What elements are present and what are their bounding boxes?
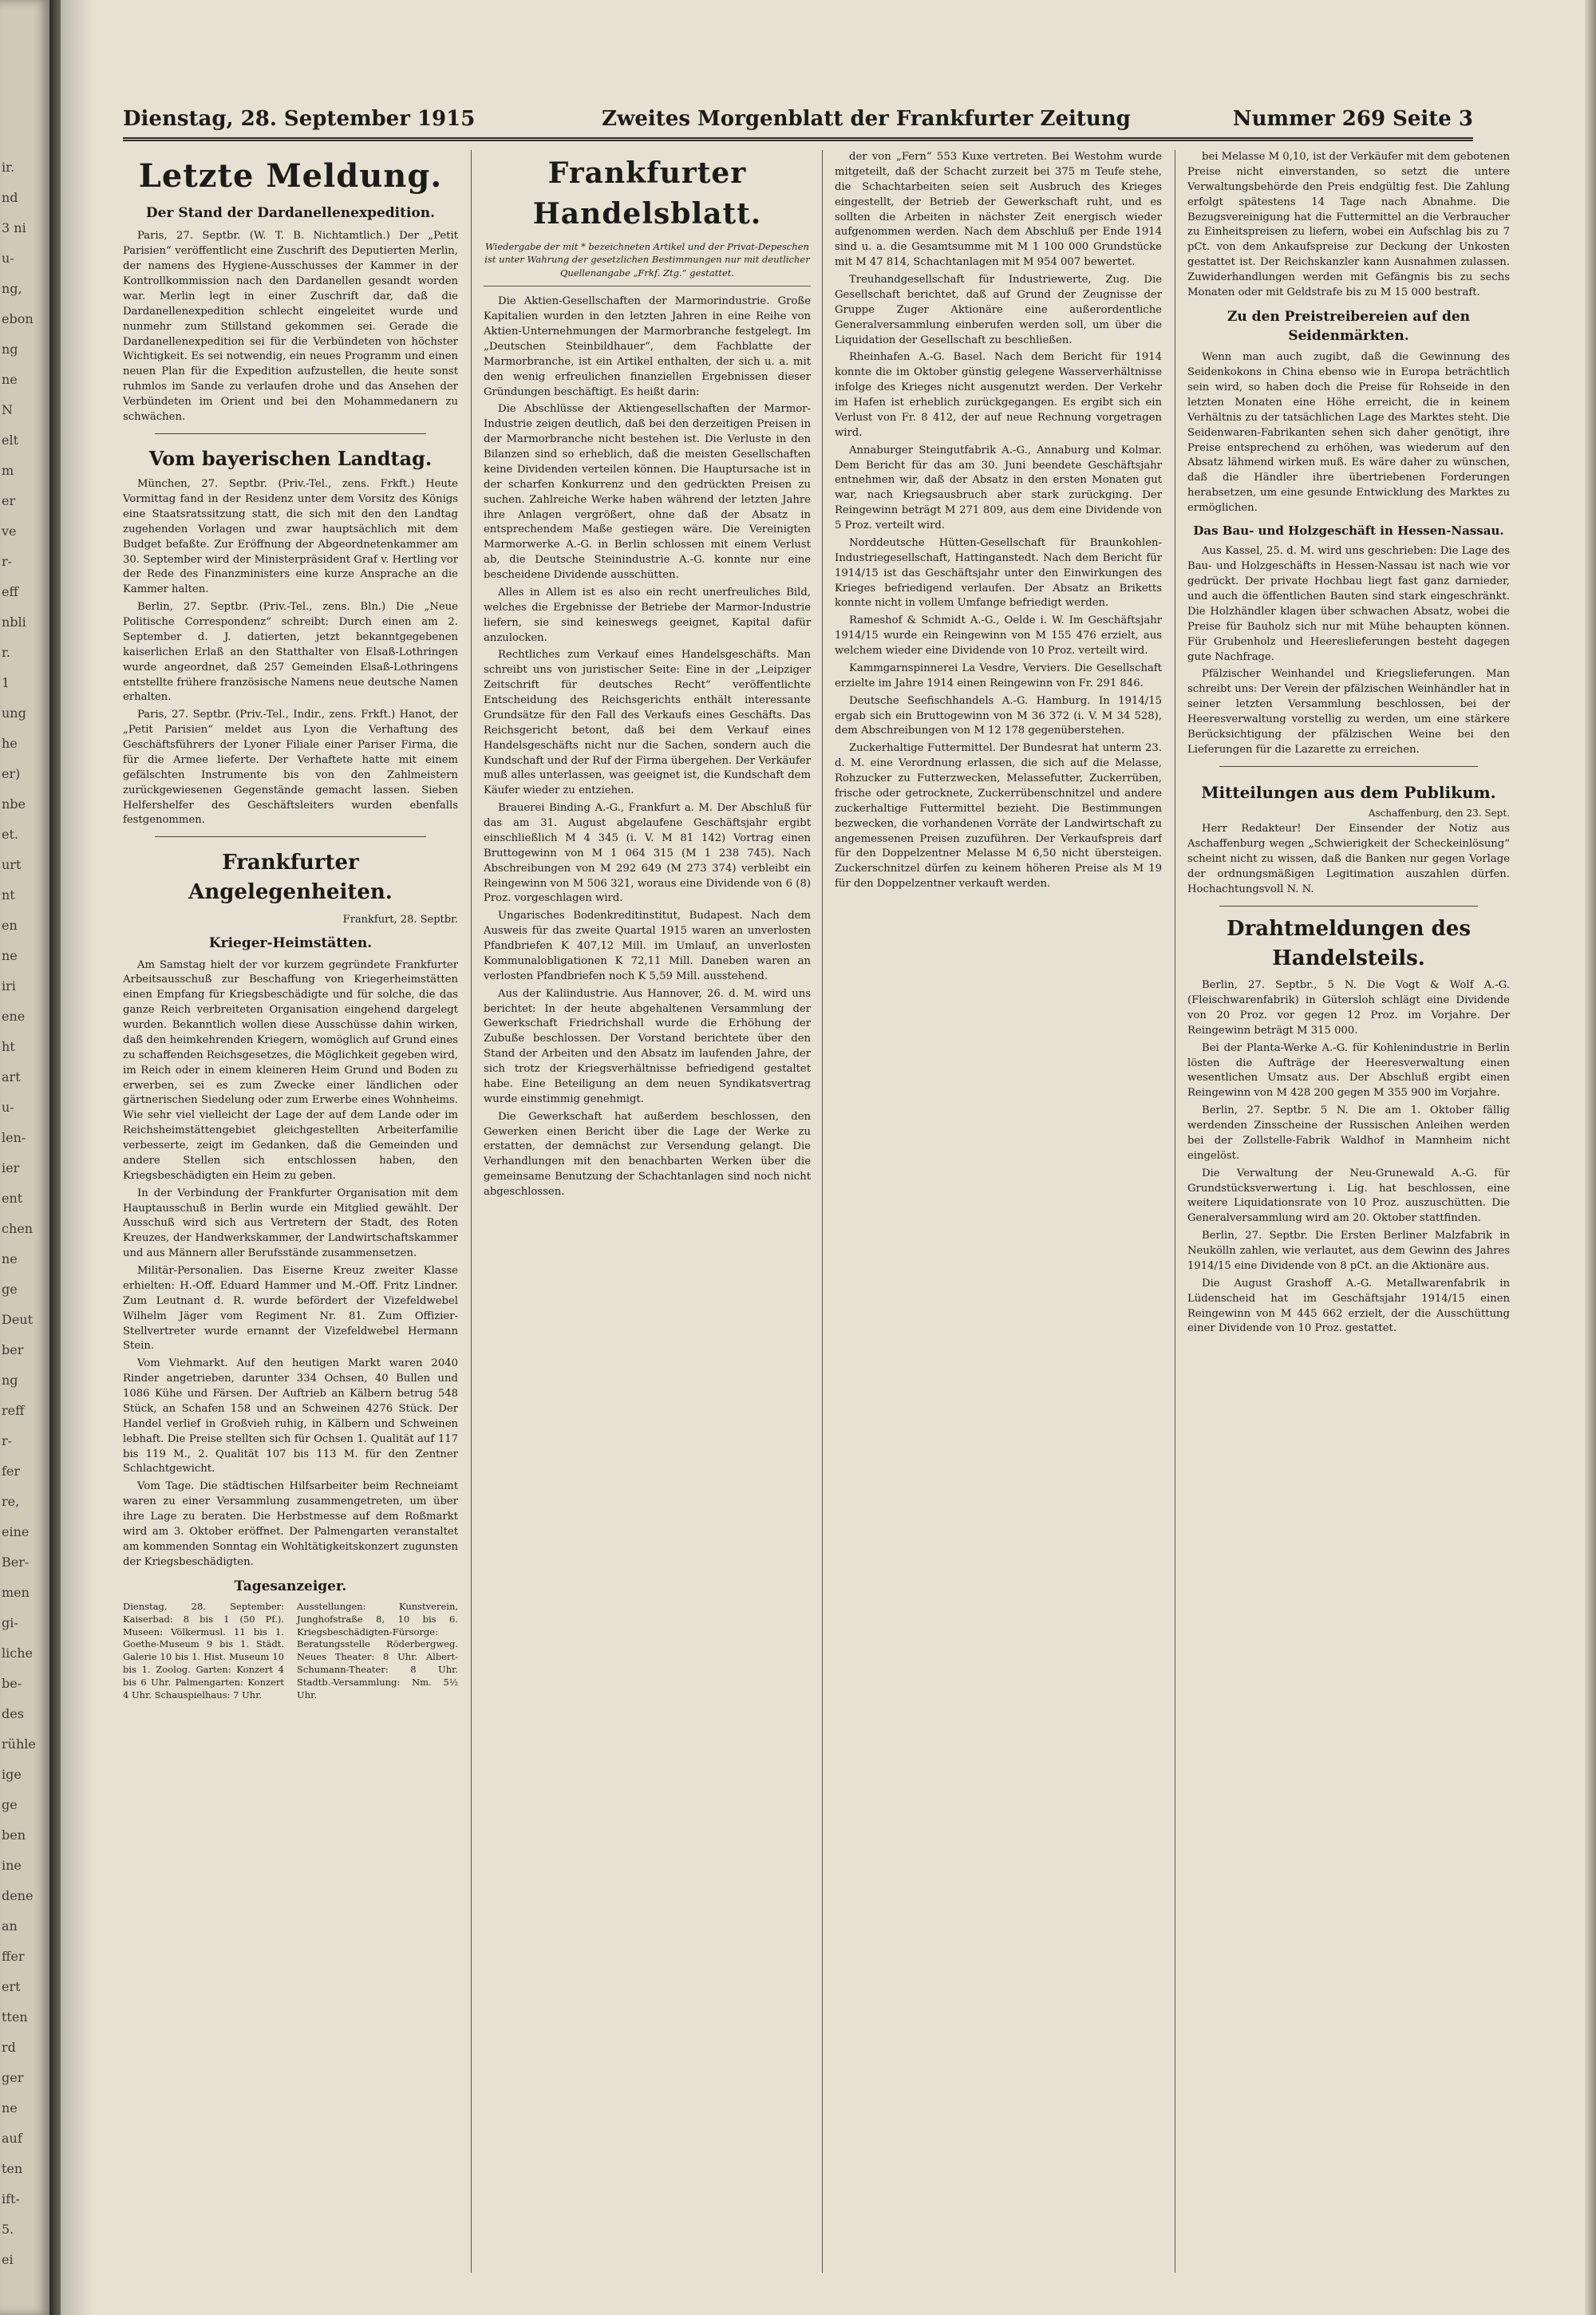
adjacent-page-fragment: ve <box>2 523 17 539</box>
adjacent-page-fragment: eine <box>2 1524 30 1539</box>
tagesanzeiger-heading: Tagesanzeiger. <box>234 1578 347 1594</box>
adjacent-page-fragment: ent <box>2 1191 23 1206</box>
adjacent-page-edge <box>0 0 49 2315</box>
silk-market-text: Wenn man auch zugibt, daß die Gewinnung des Seidenkokons in China ebenso wie in Europa beträchtlich sein wird, so haben doch die Preise für Rohseide in den letzten Monaten eine Höhe erreicht, die in keinem Verhältnis zu der tatsächlichen Lage des Marktes steht. Die Seidenwaren-Fabrikanten sehen sich daher genötigt, ihre Preise entsprechend zu erhöhen, was wiederum auf den Absatz lähmend wirken muß. Es wäre daher zu wünschen, daß die Händler ihre übertriebenen Forderungen herabsetzen, um eine gesunde Entwicklung des Marktes zu ermöglichen. <box>1187 351 1510 515</box>
adjacent-page-fragment: urt <box>2 857 22 872</box>
adjacent-page-fragment: ge <box>2 1797 18 1812</box>
adjacent-page-fragment: u- <box>2 1100 14 1115</box>
adjacent-page-fragment: en <box>2 918 18 933</box>
adjacent-page-fragment: auf <box>2 2131 22 2146</box>
divider <box>155 836 426 837</box>
sugar-feed-text: Zuckerhaltige Futtermittel. Der Bundesrat hat unterm 23. d. M. eine Verordnung erlassen, die sich auf die Melasse, Rohzucker zu Futterzwecken, Melassefutter, Zuckerrüben, frische oder getrocknete, Zuckerrübenschnitzel und andere zuckerhaltige Futtermittel bezieht. Die Bestimmungen bezwecken, die vorhandenen Vorräte der Landwirtschaft zu angemessenen Preisen zuzuführen. Der Verkaufspreis darf für den Doppelzentner Melasse M 6,50 nicht übersteigen. Zuckerschnitzel dürfen zu keinem höheren Preise als M 19 für den Doppelzentner verkauft werden. <box>835 742 1162 891</box>
public-communications-heading: Mitteilungen aus dem Publikum. <box>1201 782 1496 802</box>
column-4 <box>1187 150 1510 2273</box>
vogt-wolf-text: Berlin, 27. Septbr., 5 N. Die Vogt & Wolf A.-G. (Fleischwarenfabrik) in Gütersloh schlägt eine Dividende von 20 Proz. vor gegen 12 Proz. im Vorjahre. Der Reingewinn beträgt M 315 000. <box>1187 979 1510 1037</box>
adjacent-page-fragment: be- <box>2 1676 22 1691</box>
adjacent-page-fragment: ung <box>2 705 26 721</box>
marble-industry-conclusion: Alles in Allem ist es also ein recht unerfreuliches Bild, welches die Ergebnisse der Betriebe der Marmor-Industrie liefern, sie sind keineswegs geeignet, Kapital dafür anzulocken. <box>484 586 811 644</box>
hungarian-credit-text: Ungarisches Bodenkreditinstitut, Budapest. Nach dem Ausweis für das zweite Quartal 1915 waren an unverlosten Pfandbriefen K 407,12 Mill. im Umlauf, an unverlosten Kommunalobligationen K 72,11 Mill. Daneben waren an verlosten Pfandbriefen noch K 5,59 Mill. ausstehend. <box>484 910 811 982</box>
reader-letter-text: Herr Redakteur! Der Einsender der Notiz aus Aschaffenburg wegen „Schwierigkeit der Scheckeinlösung“ scheint nicht zu wissen, daß die Banken nur gegen Vorlage der ordnungsmäßigen Legitimation auszahlen dürfen. Hochachtungsvoll N. N. <box>1187 823 1510 895</box>
column-3 <box>835 150 1162 2273</box>
russian-loan-text: Berlin, 27. Septbr. 5 N. Die am 1. Oktober fällig werdenden Zinsscheine der Russischen Anleihen werden bei der Zollstelle-Fabrik Waldhof in Mannheim nicht eingelöst. <box>1187 1104 1510 1162</box>
adjacent-page-fragment: ier <box>2 1160 20 1175</box>
adjacent-page-fragment: nt <box>2 887 15 903</box>
adjacent-page-fragment: liche <box>2 1645 33 1661</box>
events-left: Dienstag, 28. September: Kaiserbad: 8 bis 1 (50 Pf.). Museen: Völkermusl. 11 bis 1. Goethe-Museum 9 bis 1. Städt. Galerie 10 bis 1. Hist. Museum 10 bis 1. Zoolog. Garten: Konzert 4 bis 6 Uhr. Palmengarten: Konzert 4 Uhr. Schauspielhaus: 7 Uhr. <box>123 1600 284 1701</box>
adjacent-page-fragment: dene <box>2 1888 34 1903</box>
adjacent-page-fragment: ht <box>2 1039 15 1054</box>
header-date: Dienstag, 28. September 1915 <box>123 107 476 131</box>
column-rule <box>471 150 472 2273</box>
rheinhafen-text: Rheinhafen A.-G. Basel. Nach dem Bericht für 1914 konnte die im Oktober günstig gelegene Wasserverhältnisse infolge des Krieges nicht ausgenutzt werden. Der Verkehr im Hafen ist erheblich zurückgegangen. Es ergibt sich ein Verlust von Fr. 8 412, der auf neue Rechnung vorgetragen wird. <box>835 351 1162 439</box>
dardanelles-heading: Der Stand der Dardanellenexpedition. <box>145 205 436 222</box>
adjacent-page-fragment: ge <box>2 1282 18 1297</box>
events-right: Ausstellungen: Kunstverein, Junghofstraße 8, 10 bis 6. Kriegsbeschädigten-Fürsorge: Beratungsstelle Röderbergweg. Neues Theater: 8 Uhr. Albert-Schumann-Theater: 8 Uhr. Stadtb.-Versammlung: Nm. 5½ Uhr. <box>297 1600 458 1701</box>
brown-coal-text: Norddeutsche Hütten-Gesellschaft für Braunkohlen-Industriegesellschaft, Hattinganstedt. Nach dem Bericht für 1914/15 ist das Geschäftsjahr unter den Einwirkungen des Krieges befriedigend verlaufen. Der Absatz an Briketts konnte nicht in vollem Umfange befriedigt werden. <box>835 536 1162 610</box>
seefisch-text: Deutsche Seefischhandels A.-G. Hamburg. In 1914/15 ergab sich ein Bruttogewinn von M 36 372 (i. V. M 34 528), dem Abschreibungen von M 12 178 gegenüberstehen. <box>835 694 1162 737</box>
adjacent-page-fragment: tten <box>2 2009 28 2025</box>
adjacent-page-fragment: an <box>2 1918 18 1934</box>
marble-industry-text: Die Abschlüsse der Aktiengesellschaften der Marmor-Industrie zeigen deutlich, daß bei den derzeitigen Preisen in der Marmorbranche nicht bestehen ist. Die Verluste in den Bilanzen sind so erheblich, daß die meisten Gesellschaften keine Dividenden verteilen können. Die Hauptursache ist in der scharfen Konkurrenz und den gedrückten Preisen zu suchen. Zahlreiche Werke haben während der letzten Jahre ihre Anlagen vergrößert, ohne daß der Absatz in entsprechendem Maße gestiegen wäre. Die Vereinigten Marmorwerke A.-G. in Berlin schlossen mit einem Verlust ab, die Deutsche Steinindustrie A.-G. konnte nur eine bescheidene Dividende ausschütten. <box>484 403 811 581</box>
adjacent-page-fragment: fer <box>2 1464 21 1479</box>
adjacent-page-fragment: art <box>2 1069 21 1084</box>
adjacent-page-fragment: chen <box>2 1221 34 1236</box>
frankfurt-dateline: Frankfurt, 28. Septbr. <box>342 913 458 926</box>
adjacent-page-fragment: et. <box>2 827 18 842</box>
reproduction-note: Wiedergabe der mit * bezeichneten Artikel und der Privat-Depeschen ist unter Wahrung der gesetzlichen Bestimmungen nur mit deutlicher Quellenangabe „Frkf. Ztg.“ gestattet. <box>484 240 811 286</box>
adjacent-page-fragment: re, <box>2 1494 20 1509</box>
page-gutter <box>49 0 61 2315</box>
adjacent-page-fragment: ten <box>2 2161 23 2176</box>
letter-dateline: Aschaffenburg, den 23. Sept. <box>1368 808 1510 820</box>
adjacent-page-fragment: ene <box>2 1009 26 1024</box>
annaburg-text: Annaburger Steingutfabrik A.-G., Annaburg und Kolmar. Dem Bericht für das am 30. Juni beendete Geschäftsjahr entnehmen wir, daß der Absatz in den ersten Monaten gut war, nach Kriegsausbruch aber stark zurückging. Der Reingewinn beträgt M 271 809, aus dem eine Dividende von 5 Proz. verteilt wird. <box>835 444 1162 531</box>
page-right-edge <box>1585 0 1596 2315</box>
adjacent-page-fragment: r. <box>2 645 10 660</box>
adjacent-page-fragment: Ber- <box>2 1555 30 1570</box>
adjacent-page-fragment: ne <box>2 2100 18 2115</box>
potash-industry-text: Aus der Kaliindustrie. Aus Hannover, 26. d. M. wird uns berichtet: In der heute abgehaltenen Versammlung der Gewerkschaft Friedrichshall wurde die Erhöhung der Zubuße beschlossen. Der Vorstand berichtete über den Stand der Arbeiten und den Absatz im laufenden Jahre, der sich trotz der Kriegsverhältnisse befriedigend gestaltet habe. Eine Beteiligung an dem neuen Syndikatsvertrag wurde einstimmig genehmigt. <box>484 987 811 1105</box>
adjacent-page-fragment: r- <box>2 554 13 569</box>
potash-industry-text-2: Die Gewerkschaft hat außerdem beschlossen, den Gewerken einen Bericht über die Lage der Werke zu erstatten, der demnächst zur Versendung gelangt. Die Verhandlungen mit den benachbarten Werken über die gemeinsame Benutzung der Schachtanlagen sind noch nicht abgeschlossen. <box>484 1110 811 1198</box>
column-2 <box>484 150 811 2273</box>
adjacent-page-fragment: nd <box>2 190 18 205</box>
divider <box>1219 766 1478 767</box>
adjacent-page-fragment: 1 <box>2 675 10 690</box>
adjacent-page-fragment: ert <box>2 1979 21 1994</box>
adjacent-page-fragment: ne <box>2 1251 18 1266</box>
adjacent-page-fragment: len- <box>2 1130 26 1145</box>
krieger-text-2: In der Verbindung der Frankfurter Organisation mit dem Hauptausschuß in Berlin wurde ein Mitglied gewählt. Der Ausschuß wird sich aus Vertretern der Stadt, des Roten Kreuzes, der Handwerkskammer, der Landwirtschaftskammer und aus Männern aller Berufsstände zusammensetzen. <box>123 1187 458 1260</box>
adjacent-page-fragment: des <box>2 1706 24 1721</box>
latest-news-title: Letzte Meldung. <box>138 157 443 195</box>
adjacent-page-fragment: gi- <box>2 1615 18 1630</box>
adjacent-page-fragment: er) <box>2 766 21 781</box>
wire-reports-heading: Drahtmeldungen des Handelsteils. <box>1227 916 1471 970</box>
adjacent-page-fragment: ir. <box>2 160 15 175</box>
events-listing <box>123 1601 458 1702</box>
malt-factory-text: Berlin, 27. Septbr. Die Ersten Berliner Malzfabrik in Neukölln zahlen, wie verlautet, aus dem Gewinn des Jahres 1914/15 eine Dividende von 8 pCt. an die Aktionäre aus. <box>1187 1230 1510 1272</box>
construction-heading: Das Bau- und Holzgeschäft in Hessen-Nassau. <box>1193 523 1504 538</box>
header-page-number: Nummer 269 Seite 3 <box>1232 107 1473 131</box>
divider <box>155 433 426 434</box>
landtag-heading: Vom bayerischen Landtag. <box>148 446 433 470</box>
adjacent-page-fragment: nbe <box>2 796 26 812</box>
paris-arrest-text: Paris, 27. Septbr. (Priv.-Tel., Indir., zens. Frkft.) Hanot, der „Petit Parisien“ meldet aus Lyon die Verhaftung des Geschäftsführers der Lyoner Filiale einer Pariser Firma, die für die Armee lieferte. Der Verhaftete hatte mit einem gefälschten Instrumente bis von den Zahlmeistern zurückgewiesenen Gegenstände gemacht lassen. Sieben Helfershelfer des Geschäftsleiters wurden ebenfalls festgenommen. <box>123 709 458 827</box>
page-header <box>123 105 1473 141</box>
adjacent-page-fragment: u- <box>2 251 14 266</box>
krieger-heading: Krieger-Heimstätten. <box>208 935 373 952</box>
treuhand-text: Treuhandgesellschaft für Industriewerte, Zug. Die Gesellschaft berichtet, daß auf Grund der Zeugnisse der Gruppe Zuger Aktionäre eine außerordentliche Generalversammlung einberufen werden soll, um über die Liquidation der Gesellschaft zu beschließen. <box>835 274 1162 346</box>
adjacent-page-fragment: ne <box>2 372 18 387</box>
adjacent-page-fragment: Deut <box>2 1312 34 1327</box>
adjacent-page-fragment: ige <box>2 1767 22 1782</box>
adjacent-page-fragment: ng <box>2 342 18 357</box>
adjacent-page-fragment: ben <box>2 1827 26 1843</box>
adjacent-page-fragment: ng, <box>2 281 22 296</box>
adjacent-page-fragment: rd <box>2 2040 16 2055</box>
feed-price-text: bei Melasse M 0,10, ist der Verkäufer mit dem gebotenen Preise nicht einverstanden, so setzt die untere Verwaltungsbehörde den Preis endgültig fest. Die Zahlung erfolgt spätestens 14 Tage nach Abnahme. Die Bezugsvereinigung hat die Futtermittel an die Verbraucher zu Einheitspreisen zu liefern, wobei ein Aufschlag bis zu 7 pCt. von dem Ankaufspreise zur Deckung der Unkosten gestattet ist. Der Reichskanzler kann Ausnahmen zulassen. Zuwiderhandlungen werden mit Gefängnis bis zu sechs Monaten oder mit Geldstrafe bis zu M 15 000 bestraft. <box>1187 151 1510 298</box>
adjacent-page-fragment: ne <box>2 948 18 963</box>
adjacent-page-fragment: ffer <box>2 1949 25 1964</box>
adjacent-page-fragment: ger <box>2 2070 24 2085</box>
adjacent-page-fragment: eff <box>2 584 18 599</box>
adjacent-page-fragment: m <box>2 463 14 478</box>
header-publication: Zweites Morgenblatt der Frankfurter Zeitung <box>602 107 1131 131</box>
adjacent-page-fragment: ine <box>2 1858 22 1873</box>
adjacent-page-fragment: r- <box>2 1433 13 1448</box>
vom-tage-text: Vom Tage. Die städtischen Hilfsarbeiter beim Rechneiamt waren zu einer Versammlung zusammengetreten, um über ihre Lage zu beraten. Die Herbstmesse auf dem Roßmarkt wird am 3. Oktober eröffnet. Der Palmengarten veranstaltet am kommenden Sonntag ein Wohltätigkeitskonzert zugunsten der Kriegsbeschädigten. <box>123 1480 458 1568</box>
handelsblatt-title: Frankfurter Handelsblatt. <box>532 156 762 231</box>
adjacent-page-fragment: iri <box>2 978 16 994</box>
adjacent-page-fragment: er <box>2 493 16 508</box>
adjacent-page-fragment: rühle <box>2 1736 36 1752</box>
adjacent-page-fragment: ebon <box>2 311 34 326</box>
rameshof-text: Rameshof & Schmidt A.-G., Oelde i. W. Im Geschäftsjahr 1914/15 wurde ein Reingewinn von M 155 476 erzielt, aus welchem wieder eine Dividende von 10 Proz. verteilt wird. <box>835 614 1162 657</box>
binding-brewery-text: Brauerei Binding A.-G., Frankfurt a. M. Der Abschluß für das am 31. August abgelaufene Geschäftsjahr ergibt einschließlich M 4 345 (i. V. M 81 142) Vortrag einen Bruttogewinn von M 1 064 315 (M 1 238 745). Nach Abschreibungen von M 292 649 (M 273 374) verbleibt ein Reingewinn von M 506 321, woraus eine Dividende von 6 (8) Proz. vorgeschlagen wird. <box>484 802 811 905</box>
legal-sale-text: Rechtliches zum Verkauf eines Handelsgeschäfts. Man schreibt uns von juristischer Seite: Eine in der „Leipziger Zeitschrift für deutsches Recht“ veröffentlichte Entscheidung des Reichsgerichts enthält interessante Grundsätze für den Fall des Verkaufs eines Geschäfts. Das Reichsgericht betont, daß bei dem Verkauf eines Handelsgeschäfts nicht nur die Sachen, sondern auch die Kundschaft und der Ruf der Firma übergehen. Der Verkäufer muß alles unterlassen, was geeignet ist, die Kundschaft dem Käufer wieder zu entziehen. <box>484 649 811 797</box>
krieger-text-1: Am Samstag hielt der vor kurzem gegründete Frankfurter Arbeitsausschuß zur Beschaffung von Kriegerheimstätten einen Empfang für Kriegsbeschädigte und für solche, die das ganze Reich verbreiteten Organisation eingehend dargelegt wurden. Bekanntlich wollen diese Ausschüsse dahin wirken, daß den heimkehrenden Kriegern, womöglich auf Grund eines zu schaffenden Reichsgesetzes, die Möglichkeit gegeben wird, im Reich oder in einem kleineren Heim Grund und Boden zu erwerben, sei es zum Zwecke einer ländlichen oder gärtnerischen Siedelung oder zum Erwerbe eines Wohnheims. Wie sehr viel vielleicht der Lage der auf dem Lande oder im Reichsheimstättengebiet gleichgestellten Arbeiterfamilie verbesserte, zeigt im Gedanken, daß die Gemeinden und andere Stellen sich entschlossen haben, den Kriegsbeschädigten ein Heim zu geben. <box>123 958 458 1182</box>
adjacent-page-fragment: reff <box>2 1403 25 1418</box>
adjacent-page-fragment: ber <box>2 1342 24 1357</box>
grashoff-text: Die August Grashoff A.-G. Metallwarenfabrik in Lüdenscheid hat im Geschäftsjahr 1914/15 einen Reingewinn von M 445 662 erzielt, der die Ausschüttung einer Dividende von 10 Proz. gestattet. <box>1187 1277 1510 1335</box>
cattle-market-text: Vom Viehmarkt. Auf den heutigen Markt waren 2040 Rinder angetrieben, darunter 334 Ochsen, 40 Bullen und 1086 Kühe und Färsen. Der Auftrieb an Kälbern betrug 548 Stück, an Schafen 158 und an Schweinen 4276 Stück. Der Handel verlief in Großvieh ruhig, in Kälbern und Schweinen lebhaft. Die Preise stellten sich für Ochsen 1. Qualität auf 117 bis 119 M., 2. Qualität 107 bis 113 M. für den Zentner Schlachtgewicht. <box>123 1357 458 1476</box>
silk-market-heading: Zu den Preistreibereien auf den Seidenmärkten. <box>1227 308 1471 345</box>
adjacent-page-fragment: he <box>2 736 18 751</box>
adjacent-page-fragment: ei <box>2 2252 14 2267</box>
alsace-names-text: Berlin, 27. Septbr. (Priv.-Tel., zens. Bln.) Die „Neue Politische Correspondenz“ schreibt: Durch einen am 2. September d. J. datierten, jetzt bekanntgegebenen kaiserlichen Erlaß an den Statthalter von Elsaß-Lothringen wurde angeordnet, daß 257 Gemeinden Elsaß-Lothringens entstellte frühere französische Namens neue deutsche Namen erhalten. <box>123 601 458 704</box>
palatinate-wine-text: Pfälzischer Weinhandel und Kriegslieferungen. Man schreibt uns: Der Verein der pfälzischen Weinhändler hat in seiner letzten Versammlung beschlossen, bei der Heeresverwaltung vorstellig zu werden, um eine stärkere Berücksichtigung der pfälzischen Weine bei den Lieferungen für die Lazarette zu erreichen. <box>1187 668 1510 756</box>
westohm-text: der von „Fern“ 553 Kuxe vertreten. Bei Westohm wurde mitgeteilt, daß der Schacht zurzeit bei 375 m Teufe stehe, die Schachtarbeiten seien seit Ausbruch des Krieges eingestellt, der Betrieb der Gewerkschaft ruht, und es sollten die Arbeiten in nächster Zeit energisch wieder aufgenommen werden. Nach dem Abschluß per Ende 1914 sind u. a. die Gesamtsumme mit M 1 100 000 Grundstücke mit M 47 814, Schachtanlagen mit M 954 007 bewertet. <box>835 151 1162 269</box>
grunewald-text: Die Verwaltung der Neu-Grunewald A.-G. für Grundstücksverwertung i. Lig. hat beschlossen, eine weitere Liquidationsrate von 10 Proz. auszuschütten. Die Generalversammlung wird am 20. Oktober stattfinden. <box>1187 1167 1510 1225</box>
column-rule <box>822 150 823 2273</box>
adjacent-page-fragment: nbli <box>2 614 26 630</box>
construction-text: Aus Kassel, 25. d. M. wird uns geschrieben: Die Lage des Bau- und Holzgeschäfts in Hessen-Nassau ist nach wie vor gedrückt. Der private Hochbau liegt fast ganz darnieder, und auch die öffentlichen Bauten sind stark eingeschränkt. Die Holzhändler klagen über schwachen Absatz, wobei die Preise für Bauholz sich nur mit Mühe behaupten können. Für Grubenholz und Heereslieferungen besteht dagegen gute Nachfrage. <box>1187 545 1510 663</box>
planta-werke-text: Bei der Planta-Werke A.-G. für Kohlenindustrie in Berlin lösten die Aufträge der Heeresverwaltung einen wesentlichen Umsatz aus. Der Abschluß ergibt einen Reingewinn von M 428 200 gegen M 355 900 im Vorjahre. <box>1187 1041 1510 1100</box>
marble-industry-intro: Die Aktien-Gesellschaften der Marmorindustrie. Große Kapitalien wurden in den letzten Jahren in eine Reihe von Aktien-Unternehmungen der Marmorbranche festgelegt. Im „Deutschen Steinbildhauer“, dem Fachblatte der Marmorbranche, ist ein Artikel enthalten, der sich u. a. mit den wenig erfreulichen finanziellen Ergebnissen dieser Gründungen beschäftigt. Es heißt darin: <box>484 295 811 398</box>
dardanelles-text: Paris, 27. Septbr. (W. T. B. Nichtamtlich.) Der „Petit Parisien“ veröffentlicht eine Zuschrift des Deputierten Merlin, der namens des Hygiene-Ausschusses der Kammer in der Kontrollkommission nach den Dardanellen gesandt worden war. Merlin legt in einer Zuschrift dar, daß die Dardanellenexpedition schlecht eingeleitet wurde und nunmehr zum Stillstand gekommen sei. Gerade die Dardanellenexpedition sei für die Verbündeten von höchster Wichtigkeit. Es sei notwendig, ein neues Programm und einen neuen Plan für die Expedition aufzustellen, die heute sonst ruhmlos im Sande zu verlaufen drohe und das Ansehen der Verbündeten im Orient und bei den Mohammedanern zu schwächen. <box>123 230 458 423</box>
military-personnel-text: Militär-Personalien. Das Eiserne Kreuz zweiter Klasse erhielten: H.-Off. Eduard Hammer und M.-Off. Fritz Lindner. Zum Leutnant d. R. wurde befördert der Vizefeldwebel Wilhelm Jäger vom Regiment Nr. 81. Zum Offizier-Stellvertreter wurde ernannt der Vizefeldwebel Hermann Stein. <box>123 1265 458 1353</box>
adjacent-page-fragment: elt <box>2 433 19 448</box>
column-1 <box>123 150 458 2273</box>
adjacent-page-fragment: N <box>2 402 13 417</box>
landtag-text: München, 27. Septbr. (Priv.-Tel., zens. Frkft.) Heute Vormittag fand in der Residenz unter dem Vorsitz des Königs eine Staatsratssitzung statt, die sich mit den den Landtag zugehenden Vorlagen und zwar hauptsächlich mit dem Budget befaßte. Zur Eröffnung der Abgeordnetenkammer am 30. September wird der Ministerpräsident Graf v. Hertling vor der Rede des Finanzministers eine kurze Ansprache an die Kammer halten. <box>123 478 458 596</box>
vesdre-text: Kammgarnspinnerei La Vesdre, Verviers. Die Gesellschaft erzielte im Jahre 1914 einen Reingewinn von Fr. 291 846. <box>835 662 1162 689</box>
adjacent-page-fragment: 3 ni <box>2 220 26 235</box>
adjacent-page-fragment: 5. <box>2 2222 14 2237</box>
adjacent-page-fragment: ng <box>2 1373 18 1388</box>
divider <box>1219 906 1478 907</box>
adjacent-page-fragment: men <box>2 1585 30 1600</box>
frankfurt-affairs-heading: Frankfurter Angelegenheiten. <box>188 851 393 905</box>
adjacent-page-fragment: ift- <box>2 2191 20 2206</box>
